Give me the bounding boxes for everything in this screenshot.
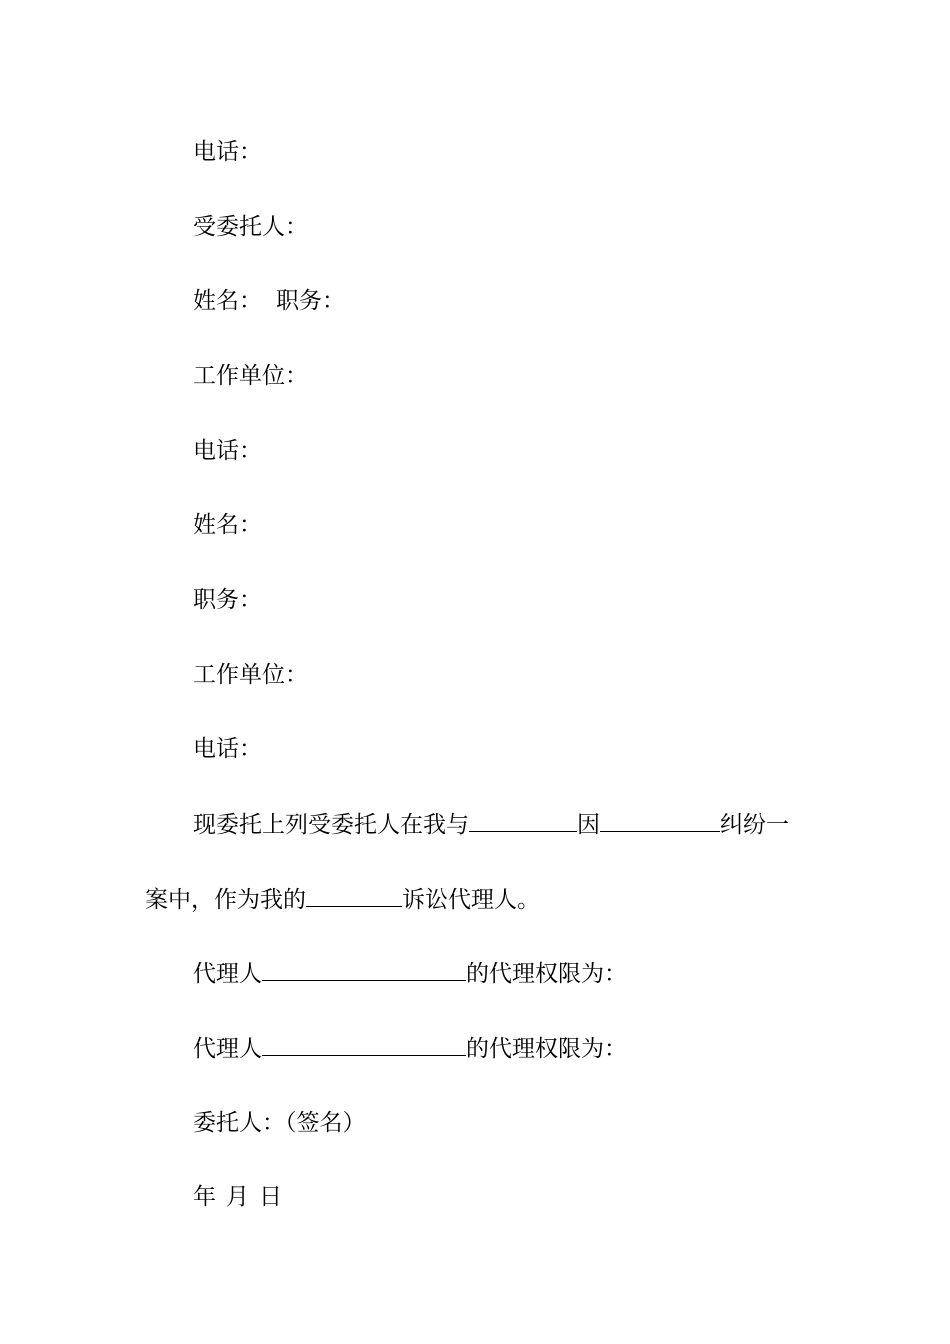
position-label-text: 职务： <box>193 587 262 613</box>
agent-prefix: 代理人 <box>193 1036 262 1062</box>
phone-label-text: 电话： <box>193 438 262 464</box>
name-label-text: 姓名： <box>193 512 262 538</box>
dispute-blank[interactable] <box>600 809 720 832</box>
date-day: 日 <box>259 1184 282 1210</box>
agent-prefix: 代理人 <box>193 961 262 987</box>
entrust-paragraph-line-1 <box>193 809 789 840</box>
agent-authority-line-1 <box>193 958 627 989</box>
party-role-blank[interactable] <box>306 884 402 907</box>
principal-signature-line <box>193 1108 366 1138</box>
position-label-2 <box>193 585 262 615</box>
date-line <box>193 1182 282 1212</box>
agent-authority-line-2 <box>193 1033 627 1064</box>
trustee-heading-text: 受委托人： <box>193 214 308 240</box>
workplace-label-2 <box>193 660 308 690</box>
phone-label-text: 电话： <box>193 736 262 762</box>
name-label: 姓名： <box>193 288 262 314</box>
entrust-text-1: 现委托上列受委托人在我与 <box>193 812 469 838</box>
workplace-label-text: 工作单位： <box>193 662 308 688</box>
phone-label-3 <box>193 734 262 764</box>
phone-label-text: 电话： <box>193 139 262 165</box>
entrust-text-4: 案中，作为我的 <box>145 887 306 913</box>
name-label-2 <box>193 510 262 540</box>
entrust-paragraph-line-2 <box>145 884 540 915</box>
phone-label-2 <box>193 436 262 466</box>
name-position-line <box>193 286 345 316</box>
agent-name-blank-2[interactable] <box>262 1033 466 1056</box>
phone-label-1 <box>193 137 262 167</box>
agent-name-blank-1[interactable] <box>262 958 466 981</box>
date-month: 月 <box>226 1184 249 1210</box>
workplace-label-1 <box>193 361 308 391</box>
entrust-text-3: 纠纷一 <box>720 812 789 838</box>
principal-signature-text: 委托人：（签名） <box>193 1110 366 1136</box>
date-year: 年 <box>193 1184 216 1210</box>
agent-suffix: 的代理权限为： <box>466 1036 627 1062</box>
workplace-label-text: 工作单位： <box>193 363 308 389</box>
agent-suffix: 的代理权限为： <box>466 961 627 987</box>
position-label: 职务： <box>276 288 345 314</box>
party-blank[interactable] <box>469 809 577 832</box>
trustee-heading <box>193 212 308 242</box>
entrust-text-2: 因 <box>577 812 600 838</box>
entrust-text-5: 诉讼代理人。 <box>402 887 540 913</box>
